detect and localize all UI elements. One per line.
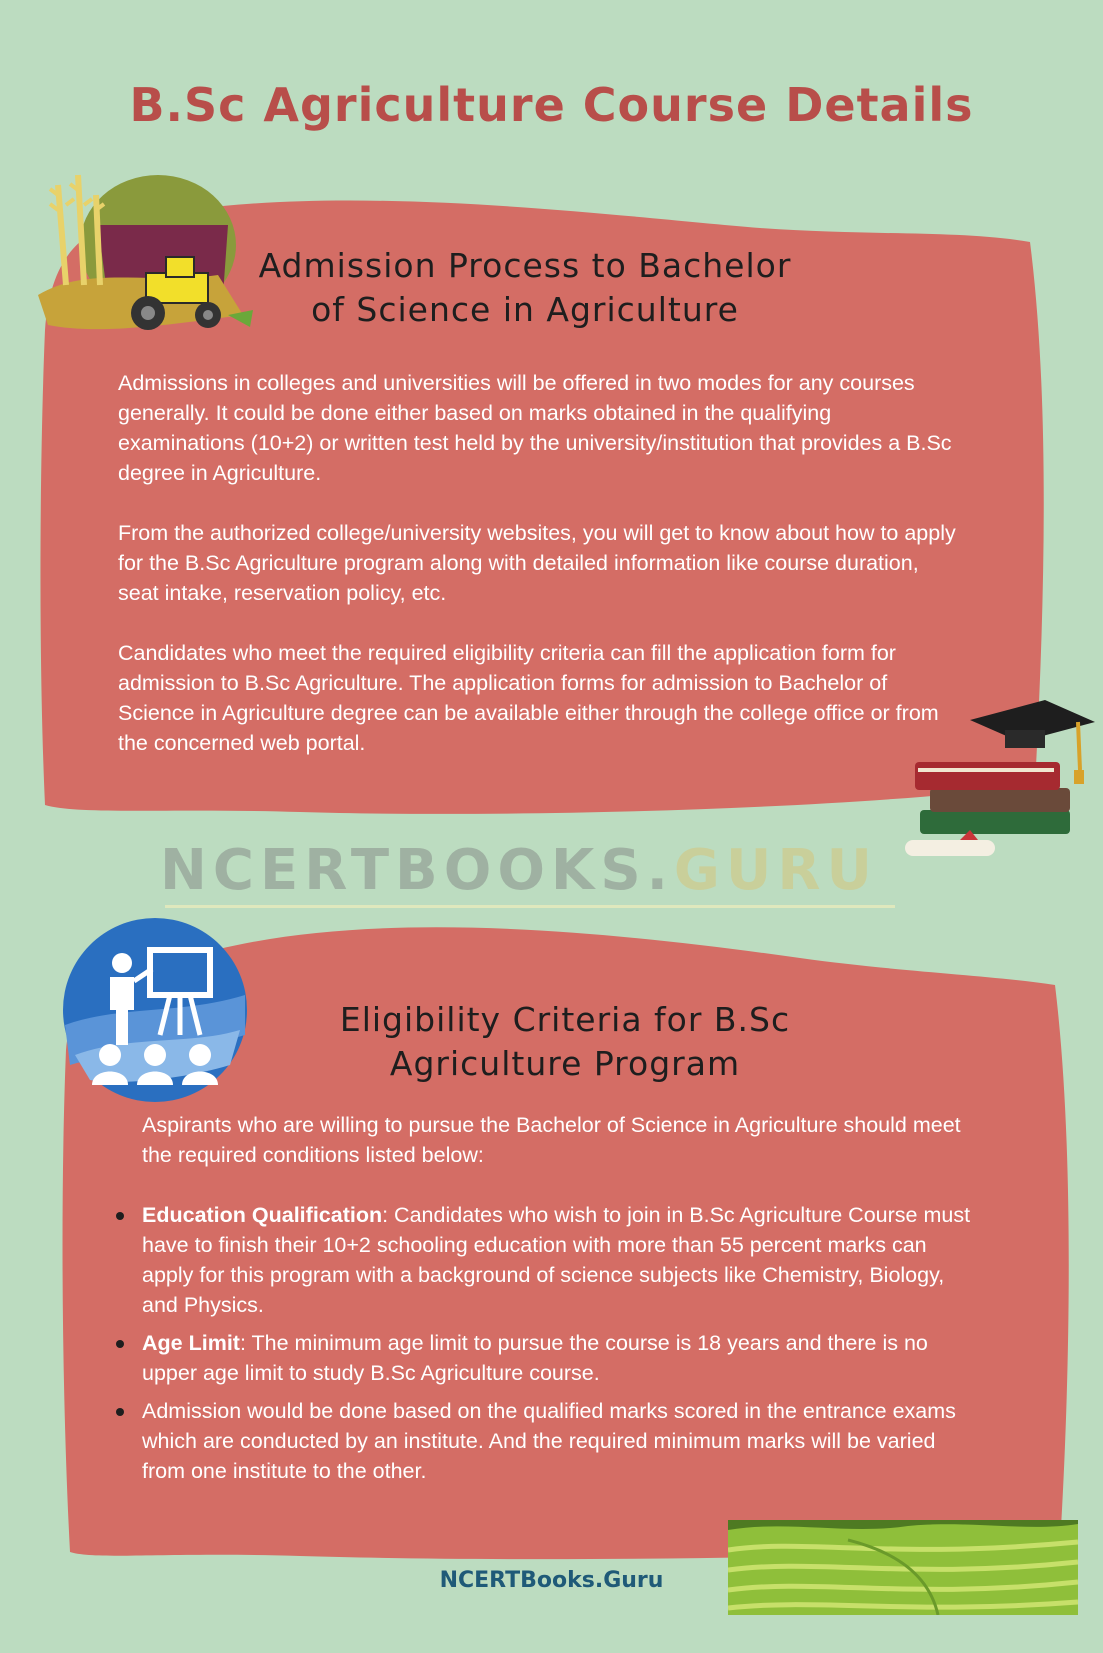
admission-heading-line1: Admission Process to Bachelor — [258, 246, 792, 285]
admission-heading-line2: of Science in Agriculture — [311, 290, 739, 329]
watermark — [160, 838, 878, 903]
eligibility-body — [142, 1110, 982, 1494]
bullet-text: : The minimum age limit to pursue the course is 18 years and there is no upper age limit to study B.Sc Agriculture course. — [142, 1331, 928, 1385]
admission-paragraph: From the authorized college/university websites, you will get to know about how to apply for the B.Sc Agriculture program along with detailed information like course duration, seat intake, reservation policy, etc. — [118, 521, 956, 605]
list-item — [142, 1200, 982, 1320]
list-item — [142, 1328, 982, 1388]
admission-paragraph: Candidates who meet the required eligibility criteria can fill the application form for admission to B.Sc Agriculture. The application forms for admission to Bachelor of Science in Agriculture degree can be available either through the college office or from the concerned web portal. — [118, 641, 939, 755]
watermark-accent: GURU — [673, 838, 878, 903]
page-title: B.Sc Agriculture Course Details — [129, 78, 974, 132]
eligibility-intro: Aspirants who are willing to pursue the Bachelor of Science in Agriculture should meet the required conditions listed below: — [142, 1113, 961, 1167]
admission-heading — [210, 244, 840, 332]
list-item — [142, 1396, 982, 1486]
bullet-label: Education Qualification — [142, 1203, 383, 1227]
eligibility-heading — [260, 998, 870, 1086]
admission-paragraph: Admissions in colleges and universities will be offered in two modes for any courses generally. It could be done either based on marks obtained in the qualifying examinations (10+2) or written test held by the university/institution that provides a B.Sc degree in Agriculture. — [118, 371, 952, 485]
eligibility-heading-line2: Agriculture Program — [389, 1044, 741, 1083]
teacher-presentation-icon — [60, 915, 250, 1105]
watermark-main: NCERTBOOKS. — [160, 838, 674, 903]
eligibility-list — [142, 1200, 982, 1486]
bullet-text: : Candidates who wish to join in B.Sc Agriculture Course must have to finish their 10+2 schooling education with more than 55 percent marks can apply for this program with a background of science subjects like Chemistry, Biology, and Physics. — [142, 1203, 971, 1317]
watermark-underline — [165, 905, 895, 908]
graduation-books-icon — [900, 700, 1100, 860]
bullet-text: Admission would be done based on the qualified marks scored in the entrance exams which are conducted by an institute. And the required minimum marks will be varied from one institute to the other. — [142, 1399, 956, 1483]
eligibility-heading-line1: Eligibility Criteria for B.Sc — [339, 1000, 791, 1039]
admission-body — [118, 368, 958, 758]
footer-site-name: NCERTBooks.Guru — [439, 1568, 664, 1593]
bullet-label: Age Limit — [142, 1331, 240, 1355]
